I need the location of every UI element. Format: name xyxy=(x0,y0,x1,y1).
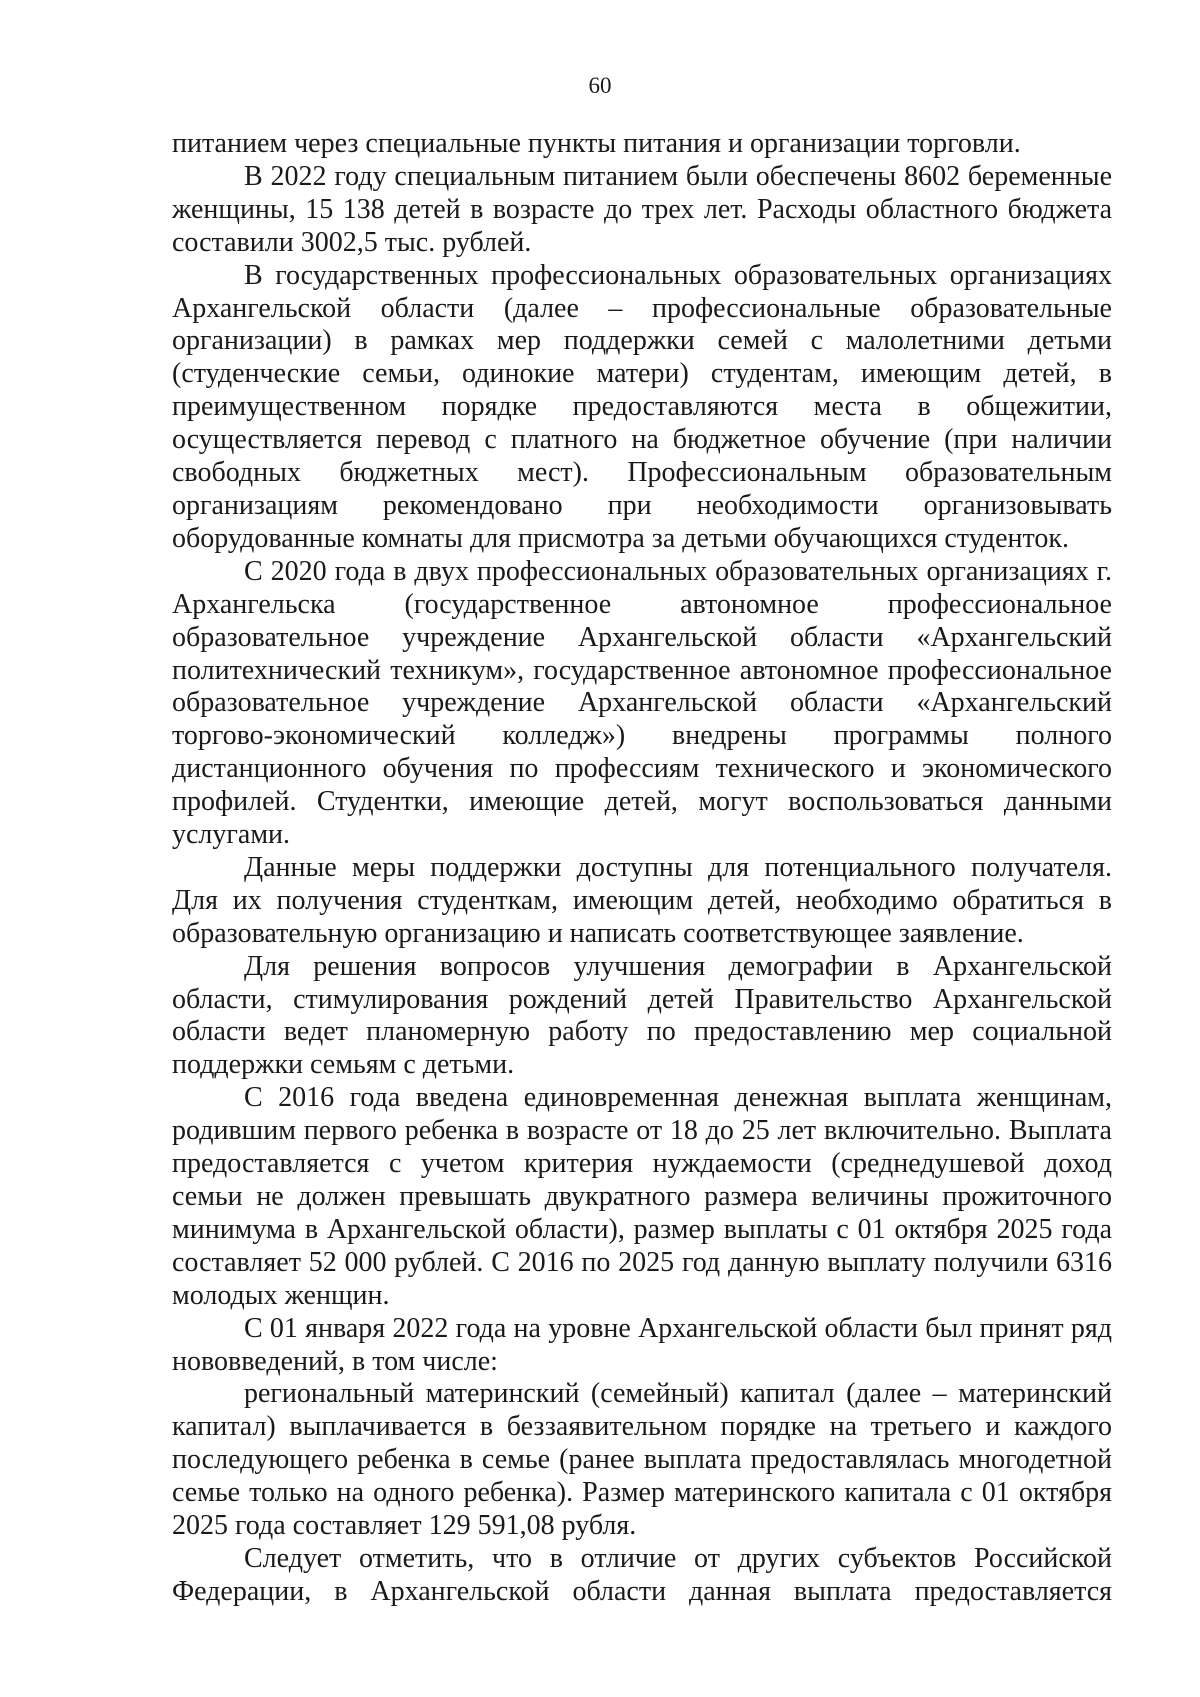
paragraph-regional-difference: Следует отметить, что в отличие от других субъектов Российской Федерации, в Архангельской области данная выплата предоставляется xyxy=(172,1542,1112,1607)
paragraph-professional-organizations: В государственных профессиональных образовательных организациях Архангельской области (далее – профессиональные образовательные организации) в рамках мер поддержки семей с малолетними детьми (студенческие семьи, одинокие матери) студентам, имеющим детей, в преимущественном порядке предоставляются места в общежитии, осуществляется перевод с платного на бюджетное обучение (при наличии свободных бюджетных мест). Профессиональным образовательным организациям рекомендовано при необходимости организовывать оборудованные комнаты для присмотра за детьми обучающихся студенток. xyxy=(172,259,1112,554)
page-number: 60 xyxy=(588,73,612,98)
paragraph-one-time-payment: С 2016 года введена единовременная денежная выплата женщинам, родившим первого ребенка в возрасте от 18 до 25 лет включительно. Выплата предоставляется с учетом критерия нуждаемости (среднедушевой доход семьи не должен превышать двукратного размера величины прожиточного минимума в Архангельской области), размер выплаты с 01 октября 2025 года составляет 52 000 рублей. С 2016 по 2025 год данную выплату получили 6316 молодых женщин. xyxy=(172,1082,1112,1311)
paragraph-special-nutrition: В 2022 году специальным питанием были обеспечены 8602 беременные женщины, 15 138 детей в возрасте до трех лет. Расходы областного бюджета составили 3002,5 тыс. рублей. xyxy=(172,160,1112,258)
document-body xyxy=(172,128,1112,1609)
paragraph-innovations-2022: С 01 января 2022 года на уровне Архангельской области был принят ряд нововведений, в том числе: xyxy=(172,1312,1112,1377)
paragraph-support-measures: Данные меры поддержки доступны для потенциального получателя. Для их получения студенткам, имеющим детей, необходимо обратиться в образовательную организацию и написать соответствующее заявление. xyxy=(172,851,1112,949)
paragraph-demography: Для решения вопросов улучшения демографии в Архангельской области, стимулирования рождений детей Правительство Архангельской области ведет планомерную работу по предоставлению мер социальной поддержки семьям с детьми. xyxy=(172,950,1112,1081)
paragraph-distance-learning: С 2020 года в двух профессиональных образовательных организациях г. Архангельска (государственное автономное профессиональное образовательное учреждение Архангельской области «Архангельский политехнический техникум», государственное автономное профессиональное образовательное учреждение Архангельской области «Архангельский торгово-экономический колледж») внедрены программы полного дистанционного обучения по профессиям технического и экономического профилей. Студентки, имеющие детей, могут воспользоваться данными услугами. xyxy=(172,555,1112,851)
paragraph-continuation: питанием через специальные пункты питания и организации торговли. xyxy=(172,128,1021,159)
paragraph-maternity-capital: региональный материнский (семейный) капитал (далее – материнский капитал) выплачивается в беззаявительном порядке на третьего и каждого последующего ребенка в семье (ранее выплата предоставлялась многодетной семье только на одного ребенка). Размер материнского капитала с 01 октября 2025 года составляет 129 591,08 рубля. xyxy=(172,1378,1112,1542)
